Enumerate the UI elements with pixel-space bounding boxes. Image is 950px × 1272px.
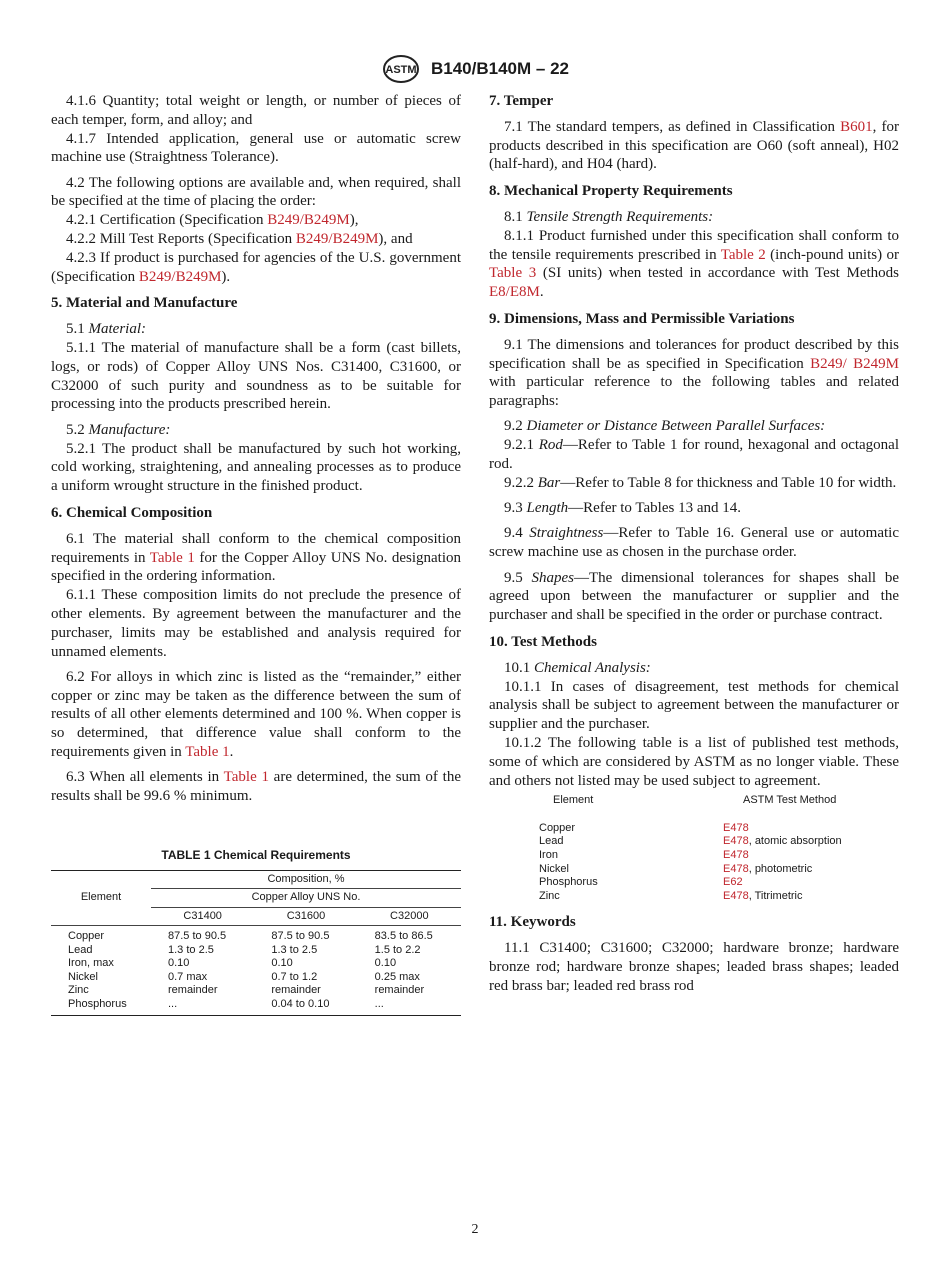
section-10-1-2: 10.1.2 The following table is a list of published test methods, some of which are considered by ASTM as no longer viable. These and others not listed may be used subject to agreement. bbox=[489, 734, 899, 789]
section-9-2-1: 9.2.1 Rod—Refer to Table 1 for round, hexagonal and octagonal rod. bbox=[489, 437, 899, 473]
heading-8: 8. Mechanical Property Requirements bbox=[489, 183, 733, 200]
section-4-2: 4.2 The following options are available and, when required, shall be specified at the time of placing the order: bbox=[51, 174, 461, 210]
left-column bbox=[51, 92, 461, 1016]
standard-designation: B140/B140M – 22 bbox=[431, 59, 569, 78]
section-10-1-1: 10.1.1 In cases of disagreement, test methods for chemical analysis shall be subject to agreement between the manufacturer or supplier and the purchaser. bbox=[489, 678, 899, 733]
section-9-3: 9.3 Length—Refer to Tables 13 and 14. bbox=[504, 500, 741, 517]
page-header bbox=[0, 54, 950, 84]
section-9-2: 9.2 Diameter or Distance Between Parallel Surfaces: bbox=[504, 418, 826, 435]
link-e8[interactable]: E8/E8M bbox=[489, 284, 540, 301]
table-row: Copper 87.5 to 90.5 87.5 to 90.5 83.5 to 86.5 bbox=[68, 930, 433, 943]
section-8-1: 8.1 Tensile Strength Requirements: bbox=[504, 208, 714, 225]
link-e478[interactable]: E478 bbox=[723, 821, 749, 834]
section-4-2-1: 4.2.1 Certification (Specification B249/B249M), bbox=[66, 212, 359, 229]
section-9-4: 9.4 Straightness—Refer to Table 16. General use or automatic screw machine use as chosen in the purchase order. bbox=[489, 525, 899, 561]
table-row: Lead E478, atomic absorption bbox=[539, 835, 842, 848]
link-b249[interactable]: B249/B249M bbox=[267, 212, 350, 229]
section-7-1: 7.1 The standard tempers, as defined in Classification B601, for products described in this specification are O60 (soft anneal), H02 (half-hard), and H04 (hard). bbox=[489, 118, 899, 173]
section-4-1-6: 4.1.6 Quantity; total weight or length, or number of pieces of each temper, form, and alloy; and bbox=[51, 93, 462, 128]
table-1-caption: TABLE 1 Chemical Requirements bbox=[161, 847, 351, 862]
section-6-3: 6.3 When all elements in Table 1 are determined, the sum of the results shall be 99.6 % minimum. bbox=[51, 769, 461, 805]
section-5-2-1: 5.2.1 The product shall be manufactured by such hot working, cold working, straightening, and annealing processes as to produce a uniform wrought structure in the finished product. bbox=[51, 440, 461, 495]
table-row: Zinc remainder remainder remainder bbox=[68, 984, 425, 997]
table-header-c32000: C32000 bbox=[390, 909, 429, 922]
heading-10: 10. Test Methods bbox=[489, 633, 597, 650]
link-table-1[interactable]: Table 1 bbox=[185, 744, 230, 760]
section-9-5: 9.5 Shapes—The dimensional tolerances for shapes shall be agreed upon between the manufacturer or supplier and the purchaser and shall be specified in the order or purchase contract. bbox=[489, 569, 899, 624]
chemical-requirements-table bbox=[51, 870, 461, 1017]
link-e478[interactable]: E478 bbox=[723, 862, 749, 875]
table-row: Lead 1.3 to 2.5 1.3 to 2.5 1.5 to 2.2 bbox=[68, 943, 421, 956]
table-header-c31600: C31600 bbox=[286, 909, 326, 922]
heading-7: 7. Temper bbox=[489, 93, 554, 109]
section-6-1-1: 6.1.1 These composition limits do not preclude the presence of other elements. By agreement between the manufacturer and the purchaser, limits may be established and analysis required for unnamed elements. bbox=[51, 587, 461, 660]
section-6-1: 6.1 The material shall conform to the chemical composition requirements in Table 1 for the Copper Alloy UNS No. designation specified in the ordering information. bbox=[51, 530, 462, 585]
methods-header-method: ASTM Test Method bbox=[743, 794, 837, 807]
link-e478[interactable]: E478 bbox=[723, 889, 749, 902]
heading-5: 5. Material and Manufacture bbox=[51, 295, 238, 312]
methods-header-element: Element bbox=[553, 794, 594, 807]
table-header-composition: Composition, % bbox=[151, 870, 461, 889]
section-9-1: 9.1 The dimensions and tolerances for product described by this specification shall be as specified in Specification B249/ B249M with particular reference to the following tables and related paragraphs: bbox=[489, 336, 900, 410]
table-row: Phosphorus ... 0.04 to 0.10 ... bbox=[51, 998, 461, 1016]
svg-text:ASTM: ASTM bbox=[385, 64, 417, 76]
link-b249[interactable]: B249/ B249M bbox=[810, 355, 900, 372]
table-row: Copper E478 bbox=[539, 821, 749, 834]
heading-11: 11. Keywords bbox=[489, 914, 576, 931]
table-row: Nickel 0.7 max 0.7 to 1.2 0.25 max bbox=[68, 970, 420, 983]
table-row: Iron E478 bbox=[539, 849, 749, 862]
link-table-1[interactable]: Table 1 bbox=[149, 549, 195, 566]
section-4-2-3: 4.2.3 If product is purchased for agencies of the U.S. government (Specification B249/B249M). bbox=[51, 249, 462, 285]
page-number: 2 bbox=[471, 1222, 479, 1237]
table-row: Zinc E478, Titrimetric bbox=[539, 889, 803, 902]
test-methods-table bbox=[539, 794, 842, 903]
section-4-2-2: 4.2.2 Mill Test Reports (Specification B249/B249M), and bbox=[66, 231, 413, 248]
section-6-2: 6.2 For alloys in which zinc is listed as the “remainder,” either copper or zinc may be taken as the difference between the sum of results of all other elements determined and 100 %. When copper is so determined, that difference value shall conform to the requirements given in Table 1. bbox=[51, 668, 461, 760]
section-9-2-2: 9.2.2 Bar—Refer to Table 8 for thickness and Table 10 for width. bbox=[504, 474, 897, 491]
right-column bbox=[489, 92, 899, 1002]
link-b249[interactable]: B249/B249M bbox=[138, 268, 222, 285]
table-row: Nickel E478, photometric bbox=[539, 862, 813, 875]
section-11-1: 11.1 C31400; C31600; C32000; hardware bronze; hardware bronze rod; hardware bronze shapes; leaded brass shapes; leaded red brass bar; leaded red brass rod bbox=[489, 940, 900, 994]
link-table-1[interactable]: Table 1 bbox=[223, 769, 269, 786]
table-row: Phosphorus E62 bbox=[539, 876, 743, 889]
section-5-1-1: 5.1.1 The material of manufacture shall be a form (cast billets, logs, or rods) of Copper Alloy UNS Nos. C31400, C31600, or C32000 of such purity and soundness as to be suitable for processing into the products prescribed herein. bbox=[51, 340, 461, 413]
astm-logo-icon bbox=[381, 54, 421, 84]
link-b601[interactable]: B601 bbox=[840, 118, 873, 135]
section-4-1-7: 4.1.7 Intended application, general use or automatic screw machine use (Straightness Tolerance). bbox=[51, 130, 462, 166]
link-table-3[interactable]: Table 3 bbox=[489, 265, 537, 282]
link-e62[interactable]: E62 bbox=[723, 876, 743, 889]
heading-6: 6. Chemical Composition bbox=[51, 504, 213, 521]
link-table-2[interactable]: Table 2 bbox=[720, 246, 766, 263]
section-8-1-1: 8.1.1 Product furnished under this specification shall conform to the tensile requirements prescribed in Table 2 (inch-pound units) or Table 3 (SI units) when tested in accordance with Test Methods E8/E8M. bbox=[489, 227, 900, 301]
table-header-c31400: C31400 bbox=[183, 909, 222, 922]
link-b249[interactable]: B249/B249M bbox=[295, 231, 379, 248]
heading-9: 9. Dimensions, Mass and Permissible Variations bbox=[489, 310, 795, 327]
link-e478[interactable]: E478 bbox=[723, 849, 749, 862]
section-10-1: 10.1 Chemical Analysis: bbox=[504, 659, 651, 676]
link-e478[interactable]: E478 bbox=[723, 835, 749, 848]
section-5-2: 5.2 Manufacture: bbox=[66, 421, 171, 438]
section-5-1: 5.1 Material: bbox=[66, 321, 146, 338]
table-row: Iron, max 0.10 0.10 0.10 bbox=[68, 957, 397, 970]
table-header-alloy: Copper Alloy UNS No. bbox=[151, 889, 461, 908]
table-header-element: Element bbox=[80, 891, 122, 904]
